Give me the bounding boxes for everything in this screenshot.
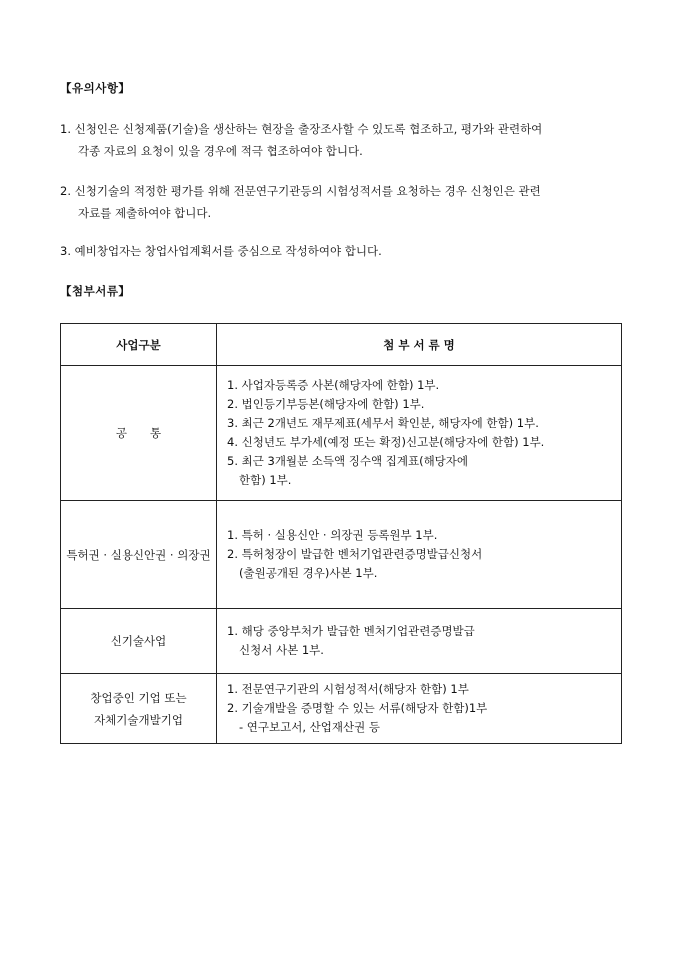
- doc-item: 신청서 사본 1부.: [239, 643, 324, 657]
- row-category-patent: 특허권 · 실용신안권 · 의장권: [66, 547, 211, 562]
- table-row-patent: [61, 501, 622, 609]
- row-category-common: 공 통: [115, 426, 162, 440]
- table-row-common: [61, 366, 622, 501]
- note-item-1: [60, 118, 630, 162]
- doc-item: 5. 최근 3개월분 소득액 징수액 집계표(해당자에: [227, 454, 469, 468]
- doc-item: 4. 신청년도 부가세(예정 또는 확정)신고분(해당자에 한함) 1부.: [227, 435, 545, 449]
- row-category: [61, 609, 217, 674]
- table-header-row: [61, 324, 622, 366]
- row-category: [61, 366, 217, 501]
- doc-item: 1. 사업자등록증 사본(해당자에 한함) 1부.: [227, 378, 440, 392]
- doc-item: 2. 기술개발을 증명할 수 있는 서류(해당자 한함)1부: [227, 701, 488, 715]
- doc-item: 3. 최근 2개년도 재무제표(세무서 확인분, 해당자에 한함) 1부.: [227, 416, 539, 430]
- doc-item: - 연구보고서, 산업재산권 등: [239, 720, 380, 734]
- doc-item: 한함) 1부.: [239, 473, 292, 487]
- table-row-startup: [61, 674, 622, 744]
- note-2-line2: 자료를 제출하여야 합니다.: [78, 206, 212, 220]
- notes-heading: 【유의사항】: [60, 81, 131, 95]
- row-category-new-tech: 신기술사업: [110, 634, 167, 648]
- row-category: [61, 674, 217, 744]
- row-documents: [217, 674, 622, 744]
- note-1-line2: 각종 자료의 요청이 있을 경우에 적극 협조하여야 합니다.: [78, 144, 363, 158]
- doc-item: 2. 특허청장이 발급한 벤처기업관련증명발급신청서: [227, 547, 483, 561]
- row-documents: [217, 366, 622, 501]
- doc-item: 1. 특허 · 실용신안 · 의장권 등록원부 1부.: [227, 528, 438, 542]
- attachments-table: [60, 323, 622, 744]
- doc-item: (출원공개된 경우)사본 1부.: [239, 566, 378, 580]
- note-2-line1: 2. 신청기술의 적정한 평가를 위해 전문연구기관등의 시험성적서를 요청하는 경우 신청인은 관련: [60, 184, 541, 198]
- row-documents: [217, 501, 622, 609]
- note-3-line1: 3. 예비창업자는 창업사업계획서를 중심으로 작성하여야 합니다.: [60, 244, 382, 258]
- table-row-new-tech: [61, 609, 622, 674]
- attachments-heading: 【첨부서류】: [60, 284, 131, 298]
- doc-item: 1. 전문연구기관의 시험성적서(해당자 한함) 1부: [227, 682, 469, 696]
- row-category-startup-line1: 창업중인 기업 또는: [90, 690, 187, 705]
- row-category-startup-line2: 자체기술개발기업: [94, 712, 183, 727]
- row-category: [61, 501, 217, 609]
- note-item-3: [60, 240, 630, 262]
- doc-item: 1. 해당 중앙부처가 발급한 벤처기업관련증명발급: [227, 624, 475, 638]
- row-documents: [217, 609, 622, 674]
- header-category: 사업구분: [61, 324, 217, 366]
- doc-item: 2. 법인등기부등본(해당자에 한함) 1부.: [227, 397, 425, 411]
- header-documents: 첨 부 서 류 명: [217, 324, 622, 366]
- note-item-2: [60, 180, 630, 224]
- note-1-line1: 1. 신청인은 신청제품(기술)을 생산하는 현장을 출장조사할 수 있도록 협조하고, 평가와 관련하여: [60, 122, 543, 136]
